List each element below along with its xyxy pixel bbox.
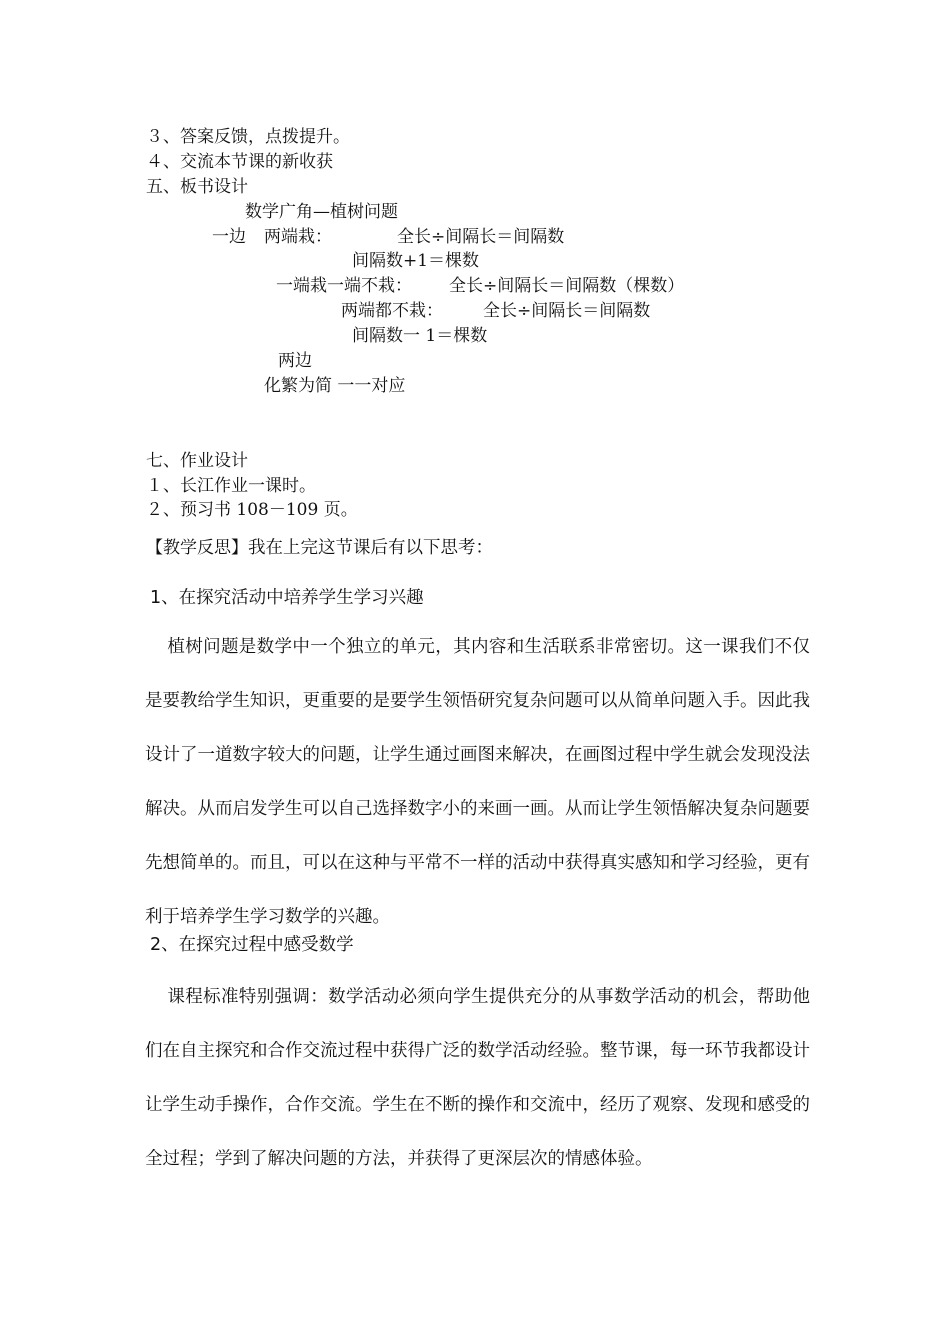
- section-board-design-heading: 五、板书设计: [146, 177, 248, 197]
- board-one-side: 一边: [212, 227, 246, 247]
- reflection-point-1: 1、在探究活动中培养学生学习兴趣: [150, 588, 424, 608]
- board-title: 数学广角—植树问题: [245, 202, 398, 222]
- reflection-paragraph-2: [145, 970, 810, 1186]
- board-formula-3: 全长÷间隔长＝间隔数（棵数）: [449, 276, 685, 296]
- board-neither-end: 两端都不栽：: [341, 301, 443, 321]
- board-two-sides: 两边: [278, 351, 312, 371]
- homework-2: ２、预习书 108－109 页。: [146, 500, 358, 520]
- board-formula-1: 全长÷间隔长＝间隔数: [397, 227, 565, 247]
- reflection-point-2: 2、在探究过程中感受数学: [150, 935, 354, 955]
- board-method: 化繁为简 一一对应: [264, 376, 406, 396]
- reflection-heading: [146, 540, 493, 558]
- section-homework-heading: 七、作业设计: [146, 451, 248, 471]
- reflection-paragraph-1: [145, 620, 810, 944]
- board-formula-2: 间隔数+1＝棵数: [352, 251, 480, 271]
- paragraph-2-text: 课程标准特别强调：数学活动必须向学生提供充分的从事数学活动的机会，帮助他们在自主探究和合作交流过程中获得广泛的数学活动经验。整节课，每一环节我都设计让学生动手操作，合作交流。学生在不断的操作和交流中，经历了观察、发现和感受的全过程；学到了解决问题的方法，并获得了更深层次的情感体验。: [145, 987, 810, 1169]
- board-formula-5: 间隔数一 1＝棵数: [352, 326, 488, 346]
- paragraph-1-text: 植树问题是数学中一个独立的单元，其内容和生活联系非常密切。这一课我们不仅是要教给学生知识，更重要的是要学生领悟研究复杂问题可以从简单问题入手。因此我设计了一道数字较大的问题，让学生通过画图来解决，在画图过程中学生就会发现没法解决。从而启发学生可以自己选择数字小的来画一画。从而让学生领悟解决复杂问题要先想简单的。而且，可以在这种与平常不一样的活动中获得真实感知和学习经验，更有利于培养学生学习数学的兴趣。: [145, 637, 810, 927]
- board-one-end: 一端栽一端不栽：: [276, 276, 412, 296]
- reflection-intro: 我在上完这节课后有以下思考：: [248, 538, 493, 558]
- reflection-label: 【教学反思】: [146, 538, 248, 558]
- step-4: ４、交流本节课的新收获: [146, 152, 333, 172]
- board-both-ends: 两端栽：: [264, 227, 332, 247]
- board-formula-4: 全长÷间隔长＝间隔数: [483, 301, 651, 321]
- homework-1: １、长江作业一课时。: [146, 476, 316, 496]
- step-3: ３、答案反馈，点拨提升。: [146, 127, 350, 147]
